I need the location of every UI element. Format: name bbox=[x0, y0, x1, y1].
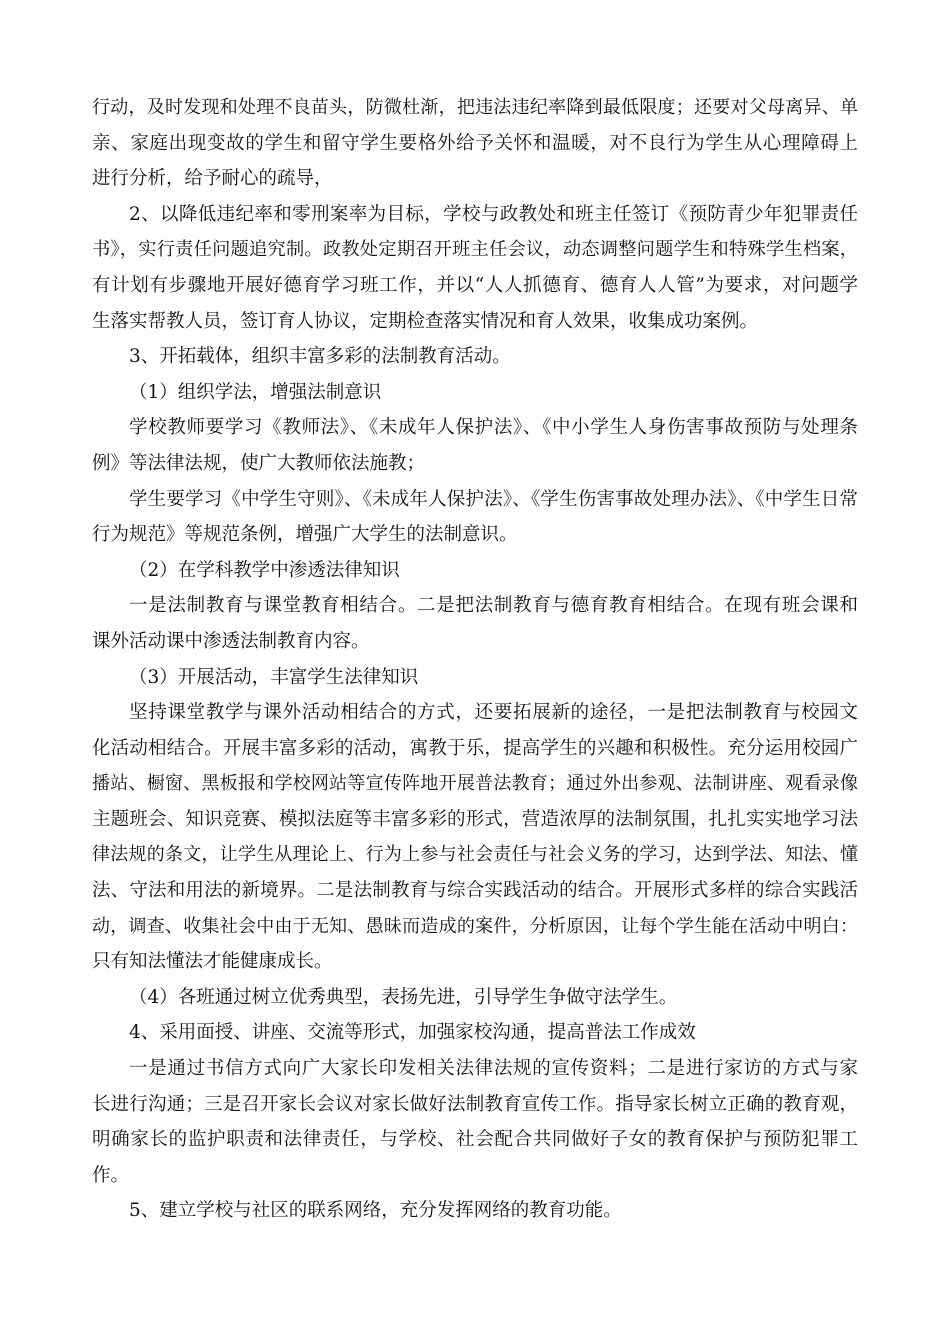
text-line: 明确家长的监护职责和法律责任，与学校、社会配合共同做好子女的教育保护与预防犯罪工 bbox=[92, 1129, 858, 1151]
text-line: 律法规的条文，让学生从理论上、行为上参与社会责任与社会义务的学习，达到学法、知法、懂 bbox=[92, 844, 858, 866]
paragraph-5-heading: 5、建立学校与社区的联系网络，充分发挥网络的教育功能。 bbox=[129, 1200, 622, 1222]
text-line: 书》，实行责任问题追究制。政教处定期召开班主任会议，动态调整问题学生和特殊学生档案， bbox=[92, 239, 858, 261]
text-line: 主题班会、知识竞赛、模拟法庭等丰富多彩的形式，营造浓厚的法制氛围，扎扎实实地学习法 bbox=[92, 808, 858, 830]
subheading-1: （1）组织学法，增强法制意识 bbox=[129, 381, 382, 403]
text-line: 亲、家庭出现变故的学生和留守学生要格外给予关怀和温暖，对不良行为学生从心理障碍上 bbox=[92, 132, 858, 154]
text-line: 作。 bbox=[92, 1164, 130, 1186]
text-line: 长进行沟通；三是召开家长会议对家长做好法制教育宣传工作。指导家长树立正确的教育观， bbox=[92, 1093, 858, 1115]
text-line: 一是通过书信方式向广大家长印发相关法律法规的宣传资料；二是进行家访的方式与家 bbox=[129, 1058, 858, 1080]
text-line: 只有知法懂法才能健康成长。 bbox=[92, 951, 333, 973]
text-line: 播站、橱窗、黑板报和学校网站等宣传阵地开展普法教育；通过外出参观、法制讲座、观看录像 bbox=[92, 773, 858, 795]
subheading-4: （4）各班通过树立优秀典型，表扬先进，引导学生争做守法学生。 bbox=[129, 986, 678, 1008]
text-line: 坚持课堂教学与课外活动相结合的方式，还要拓展新的途径，一是把法制教育与校园文 bbox=[129, 702, 858, 724]
text-line: 化活动相结合。开展丰富多彩的活动，寓教于乐，提高学生的兴趣和积极性。充分运用校园广 bbox=[92, 737, 858, 759]
text-line: 进行分析，给予耐心的疏导， bbox=[92, 168, 333, 190]
text-line: 行为规范》等规范条例，增强广大学生的法制意识。 bbox=[92, 524, 518, 546]
paragraph-4-heading: 4、采用面授、讲座、交流等形式，加强家校沟通，提高普法工作成效 bbox=[129, 1022, 696, 1044]
text-line: 生落实帮教人员，签订育人协议，定期检查落实情况和育人效果，收集成功案例。 bbox=[92, 310, 759, 332]
subheading-3: （3）开展活动，丰富学生法律知识 bbox=[129, 666, 419, 688]
text-line: 有计划有步骤地开展好德育学习班工作，并以“人人抓德育、德育人人管”为要求，对问题学 bbox=[92, 274, 858, 296]
text-line: 行动，及时发现和处理不良苗头，防微杜渐，把违法违纪率降到最低限度；还要对父母离异、单 bbox=[92, 97, 858, 118]
text-line: 例》等法律法规，使广大教师依法施教； bbox=[92, 452, 426, 474]
text-line: 法、守法和用法的新境界。二是法制教育与综合实践活动的结合。开展形式多样的综合实践活 bbox=[92, 880, 858, 902]
text-line: 学生要学习《中学生守则》、《未成年人保护法》、《学生伤害事故处理办法》、《中学生日常 bbox=[129, 488, 858, 510]
text-line: 学校教师要学习《教师法》、《未成年人保护法》、《中小学生人身伤害事故预防与处理条 bbox=[129, 417, 858, 439]
subheading-2: （2）在学科教学中渗透法律知识 bbox=[129, 559, 400, 581]
paragraph-3-heading: 3、开拓载体，组织丰富多彩的法制教育活动。 bbox=[129, 346, 511, 368]
text-line: 一是法制教育与课堂教育相结合。二是把法制教育与德育教育相结合。在现有班会课和 bbox=[129, 595, 858, 617]
paragraph-2-heading: 2、以降低违纪率和零刑案率为目标，学校与政教处和班主任签订《预防青少年犯罪责任 bbox=[129, 203, 858, 225]
text-line: 课外活动课中渗透法制教育内容。 bbox=[92, 630, 370, 652]
text-line: 动，调查、收集社会中由于无知、愚昧而造成的案件，分析原因，让每个学生能在活动中明白： bbox=[92, 915, 858, 937]
